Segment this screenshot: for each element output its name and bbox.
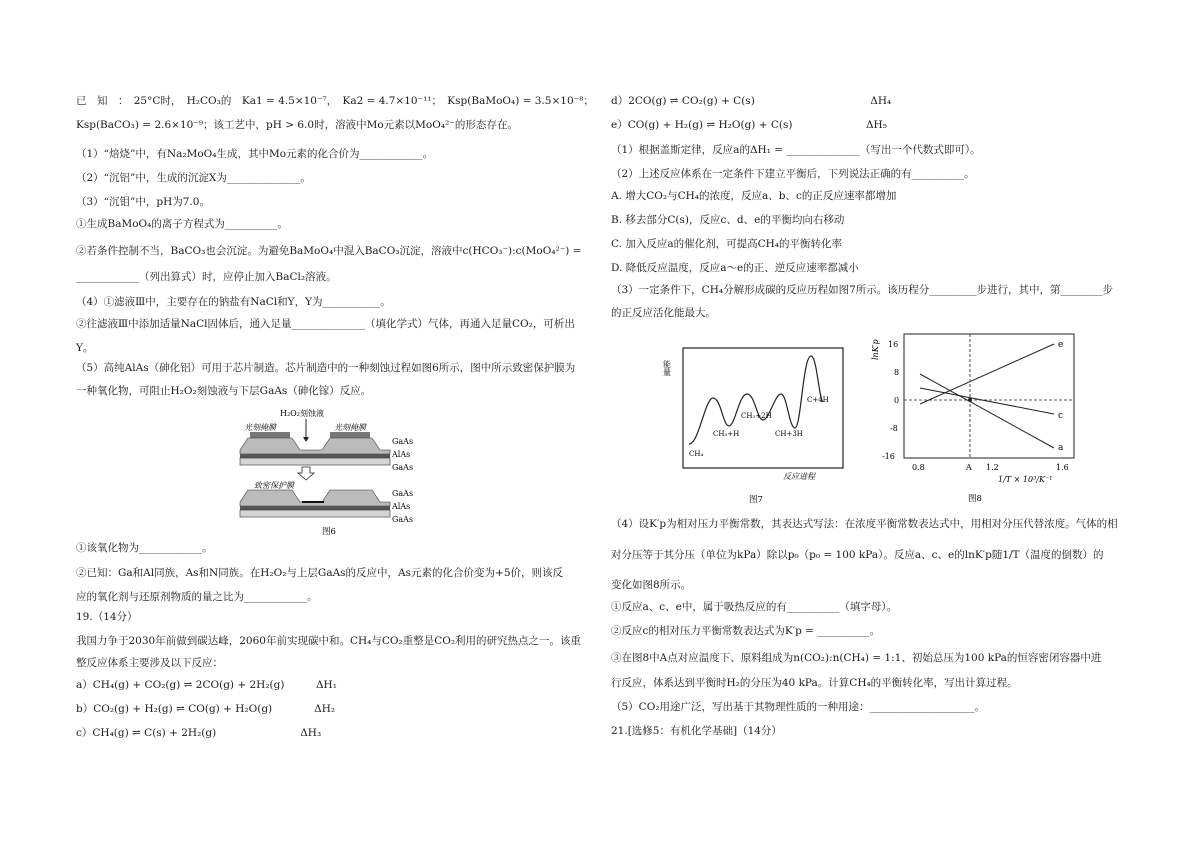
gaas-lower-layer	[240, 510, 390, 517]
text-line: 的正反应活化能最大。	[611, 307, 716, 319]
alas-layer	[240, 454, 390, 458]
text-line: ①反应a、c、e中，属于吸热反应的有__________（填字母）。	[611, 601, 898, 613]
y-tick-label: 8	[894, 368, 900, 377]
text-line: 行反应，体系达到平衡时H₂的分压为40 kPa。计算CH₄的平衡转化率，写出计算过程。	[611, 677, 1018, 689]
down-arrow-icon	[298, 467, 314, 480]
photoresist-label-right: 光刻掩膜	[334, 423, 366, 432]
y-axis-label: lnK′p	[871, 339, 880, 360]
text-line: 整反应体系主要涉及以下反应：	[76, 657, 223, 669]
reaction-line: e）CO(g) + H₂(g) ⇌ H₂O(g) + C(s) ΔH₅	[611, 119, 887, 131]
protect-film-label: 致密保护膜	[254, 481, 294, 490]
figure-6-etching-diagram	[230, 402, 430, 537]
text-line: （3）一定条件下，CH₄分解形成碳的反应历程如图7所示。该历程分_________步进行，其中，第________步	[611, 284, 1114, 296]
reaction-line: b）CO₂(g) + H₂(g) ⇌ CO(g) + H₂O(g) ΔH₂	[76, 703, 336, 715]
state-label: CH₄	[689, 450, 704, 458]
gaas-upper-layer-etched	[240, 490, 390, 506]
line-label-a: a	[1058, 443, 1064, 453]
state-label: CH₂+2H	[741, 412, 772, 420]
text-line: （2）“沉铝”中，生成的沉淀X为______________。	[76, 172, 311, 184]
line-label-c: c	[1058, 411, 1064, 421]
text-line: ③在图8中A点对应温度下、原料组成为n(CO₂):n(CH₄) = 1:1、初始总压为100 kPa的恒容密闭容器中进	[611, 652, 1102, 664]
text-line: （2）上述反应体系在一定条件下建立平衡后，下列说法正确的有__________。	[611, 168, 975, 180]
energy-curve	[689, 356, 823, 444]
option-d: D. 降低反应温度，反应a～e的正、逆反应速率都减小	[611, 262, 859, 274]
option-c: C. 加入反应a的催化剂，可提高CH₄的平衡转化率	[611, 238, 842, 250]
option-a: A. 增大CO₂与CH₄的浓度，反应a、b、c的正反应速率都增加	[611, 190, 897, 202]
reaction-line: d）2CO(g) ⇌ CO₂(g) + C(s) ΔH₄	[611, 95, 892, 107]
state-label: CH+3H	[775, 430, 803, 438]
line-label-e: e	[1058, 340, 1064, 350]
layer-label: GaAs	[392, 463, 414, 472]
text-line: （3）“沉钼”中，pH为7.0。	[76, 196, 210, 208]
y-tick-label: 0	[894, 396, 900, 405]
x-axis-label: 1/T × 10³/K⁻¹	[998, 475, 1053, 484]
state-label: C+4H	[807, 396, 829, 404]
layer-label: AlAs	[392, 502, 411, 511]
y-tick-label: -8	[890, 424, 898, 433]
text-line: 应的氧化剂与还原剂物质的量之比为____________。	[76, 591, 318, 603]
figure-caption: 图7	[749, 495, 763, 505]
alas-layer	[240, 506, 390, 510]
plot-frame	[904, 334, 1074, 458]
figure-caption: 图8	[968, 494, 982, 504]
protect-film	[302, 501, 324, 503]
line-c	[920, 388, 1054, 414]
question-heading: 21.[选修5：有机化学基础]（14分）	[611, 725, 782, 737]
y-tick-label: -16	[882, 452, 895, 461]
etchant-label: H₂O₂刻蚀液	[280, 409, 324, 418]
text-line: 一种氧化物，可阻止H₂O₂刻蚀液与下层GaAs（砷化镓）反应。	[76, 385, 372, 397]
text-line: （4）①滤液Ⅲ中，主要存在的钠盐有NaCl和Y，Y为___________。	[76, 296, 391, 308]
etchant-arrowhead	[303, 437, 309, 442]
gaas-upper-layer	[240, 438, 390, 454]
text-line: （1）根据盖斯定律，反应a的ΔH₁ = ______________（写出一个代数式即可）。	[611, 144, 981, 156]
text-line: ____________（列出算式）时，应停止加入BaCl₂溶液。	[76, 271, 337, 283]
layer-label: GaAs	[392, 515, 414, 524]
question-heading: 19.（14分）	[76, 611, 138, 623]
reaction-line: a）CH₄(g) + CO₂(g) ⇌ 2CO(g) + 2H₂(g) ΔH₁	[76, 679, 337, 691]
text-line: ①该氧化物为____________。	[76, 542, 213, 554]
line-e	[920, 344, 1054, 404]
text-line: 对分压等于其分压（单位为kPa）除以p₀（p₀ = 100 kPa）。反应a、c、e的lnK′p随1/T（温度的倒数）的	[611, 549, 1104, 561]
text-line: ②往滤液Ⅲ中添加适量NaCl固体后，通入足量______________（填化学式）气体，再通入足量CO₂，可析出	[76, 318, 575, 330]
figure-8-lnkp-plot	[868, 330, 1088, 508]
photoresist-label-left: 光刻掩膜	[244, 423, 276, 432]
line-a	[920, 374, 1054, 448]
point-a-marker	[968, 398, 972, 402]
text-line: （5）高纯AlAs（砷化铝）可用于芯片制造。芯片制造中的一种刻蚀过程如图6所示，图中所示致密保护膜为	[76, 362, 576, 374]
gaas-lower-layer	[240, 458, 390, 465]
text-line: 变化如图8所示。	[611, 579, 692, 591]
reaction-line: c）CH₄(g) ⇌ C(s) + 2H₂(g) ΔH₃	[76, 727, 322, 739]
option-b: B. 移去部分C(s)，反应c、d、e的平衡均向右移动	[611, 214, 845, 226]
figure-7-energy-profile	[663, 340, 853, 508]
x-tick-label: 1.2	[986, 463, 999, 472]
state-label: CH₃+H	[713, 430, 740, 438]
text-line: ①生成BaMoO₄的离子方程式为__________。	[76, 218, 288, 230]
text-line: ②已知：Ga和Al同族，As和N同族。在H₂O₂与上层GaAs的反应中，As元素的化合价变为+5价，则该反	[76, 567, 563, 579]
x-axis-label: 反应进程	[783, 472, 815, 481]
layer-label: AlAs	[392, 450, 411, 459]
text-line: 我国力争于2030年前做到碳达峰，2060年前实现碳中和。CH₄与CO₂重整是CO₂利用的研究热点之一。该重	[76, 635, 582, 647]
x-tick-label: A	[966, 463, 972, 472]
text-line: 已 知 ： 25°C时， H₂CO₃的 Ka1 = 4.5×10⁻⁷， Ka2 = 4.7×10⁻¹¹； Ksp(BaMoO₄) = 3.5×10⁻⁸；	[76, 95, 594, 107]
plot-frame	[683, 348, 843, 468]
text-line: （5）CO₂用途广泛，写出基于其物理性质的一种用途：____________________。	[611, 701, 986, 713]
text-line: Ksp(BaCO₃) = 2.6×10⁻⁹；该工艺中，pH > 6.0时，溶液中Mo元素以MoO₄²⁻的形态存在。	[76, 119, 518, 131]
photoresist-right	[330, 432, 370, 438]
x-tick-label: 0.8	[912, 463, 925, 472]
photoresist-left	[250, 432, 290, 438]
text-line: ②反应c的相对压力平衡常数表达式为K′p = __________。	[611, 625, 881, 637]
text-line: （4）设K′p为相对压力平衡常数，其表达式写法：在浓度平衡常数表达式中，用相对分压代替浓度。气体的相	[611, 518, 1118, 530]
text-line: Y。	[76, 342, 94, 354]
layer-label: GaAs	[392, 489, 414, 498]
figure-caption: 图6	[322, 527, 336, 537]
layer-label: GaAs	[392, 437, 414, 446]
text-line: （1）“焙烧”中，有Na₂MoO₄生成，其中Mo元素的化合价为____________。	[76, 148, 434, 160]
text-line: ②若条件控制不当，BaCO₃也会沉淀。为避免BaMoO₄中混入BaCO₃沉淀，溶液中c(HCO₃⁻):c(MoO₄²⁻) =	[76, 245, 582, 257]
y-tick-label: 16	[888, 340, 899, 349]
y-axis-label: 能量	[663, 360, 672, 376]
x-tick-label: 1.6	[1056, 463, 1069, 472]
